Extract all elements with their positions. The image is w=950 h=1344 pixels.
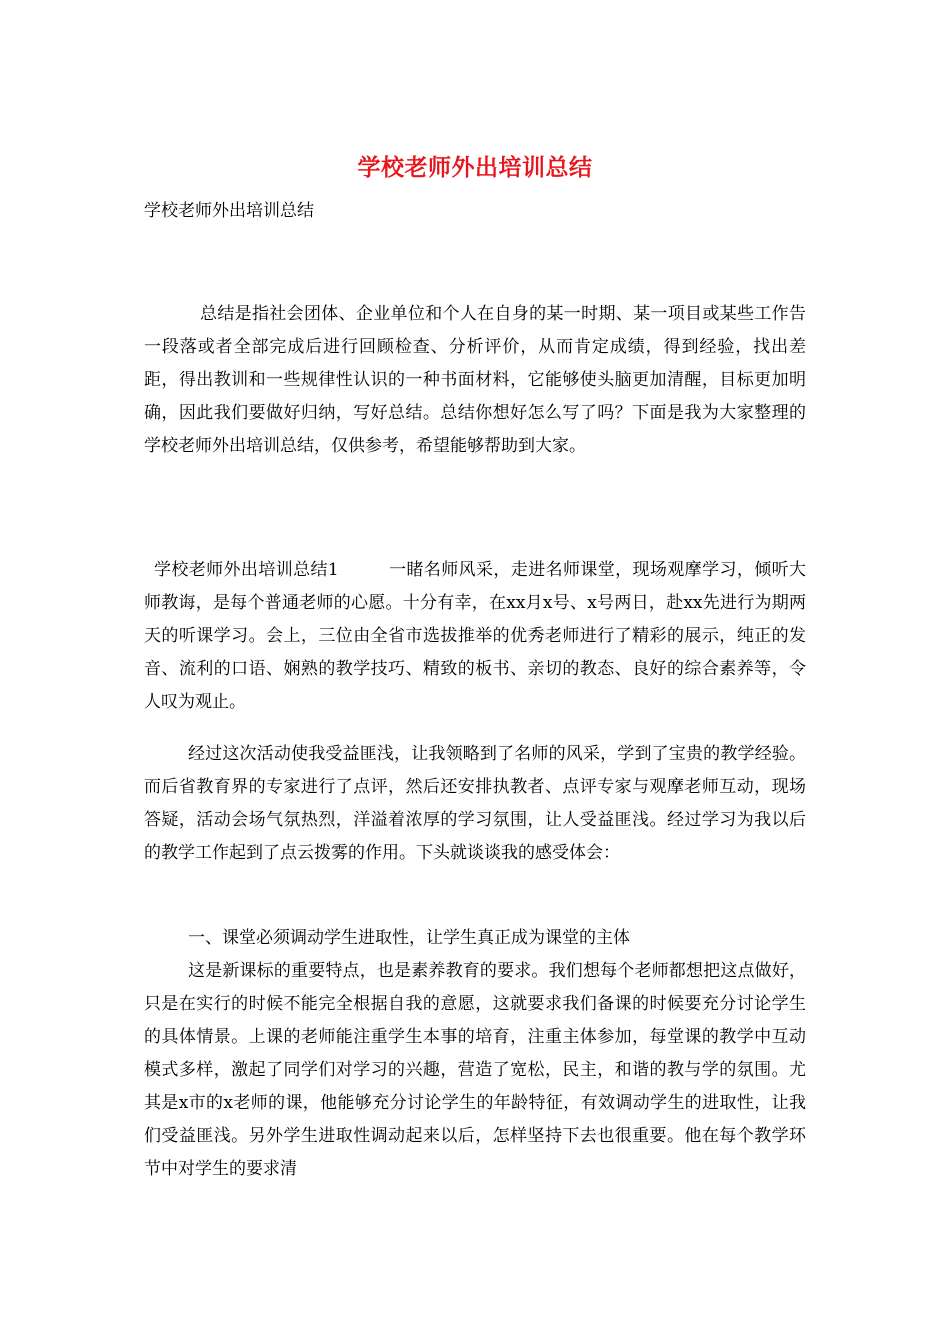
- paragraph-classroom: 这是新课标的重要特点，也是素养教育的要求。我们想每个老师都想把这点做好，只是在实行的时候不能完全根据自我的意愿，这就要求我们备课的时候要充分讨论学生的具体情景。上课的老师能注重学生本事的培育，注重主体参加，每堂课的教学中互动模式多样，激起了同学们对学习的兴趣，营造了宽松，民主，和谐的教与学的氛围。尤其是x市的x老师的课，他能够充分讨论学生的年龄特征，有效调动学生的进取性，让我们受益匪浅。另外学生进取性调动起来以后，怎样坚持下去也很重要。他在每个教学环节中对学生的要求清: [144, 961, 806, 1179]
- section1-body: 一睹名师风采，走进名师课堂，现场观摩学习，倾听大师教诲，是每个普通老师的心愿。十分有幸，在xx月x号、x号两日，赴xx先进行为期两天的听课学习。会上，三位由全省市选拔推举的优秀老师进行了精彩的展示，纯正的发音、流利的口语、娴熟的教学技巧、精致的板书、亲切的教态、良好的综合素养等，令人叹为观止。: [144, 560, 806, 712]
- paragraph-intro: 总结是指社会团体、企业单位和个人在自身的某一时期、某一项目或某些工作告一段落或者全部完成后进行回顾检查、分析评价，从而肯定成绩，得到经验，找出差距，得出教训和一些规律性认识的一种书面材料，它能够使头脑更加清醒，目标更加明确，因此我们要做好归纳，写好总结。总结你想好怎么写了吗？下面是我为大家整理的学校老师外出培训总结，仅供参考，希望能够帮助到大家。: [144, 304, 806, 456]
- section1-heading: 学校老师外出培训总结1: [154, 560, 339, 580]
- paragraph-section1: [144, 554, 806, 719]
- section-heading-1: 一、课堂必须调动学生进取性，让学生真正成为课堂的主体: [188, 928, 630, 948]
- document-subtitle: 学校老师外出培训总结: [144, 201, 314, 221]
- paragraph-experience: 经过这次活动使我受益匪浅，让我领略到了名师的风采，学到了宝贵的教学经验。而后省教育界的专家进行了点评，然后还安排执教者、点评专家与观摩老师互动，现场答疑，活动会场气氛热烈，洋溢着浓厚的学习氛围，让人受益匪浅。经过学习为我以后的教学工作起到了点云拨雾的作用。下头就谈谈我的感受体会：: [144, 744, 806, 863]
- document-title: 学校老师外出培训总结: [357, 154, 593, 181]
